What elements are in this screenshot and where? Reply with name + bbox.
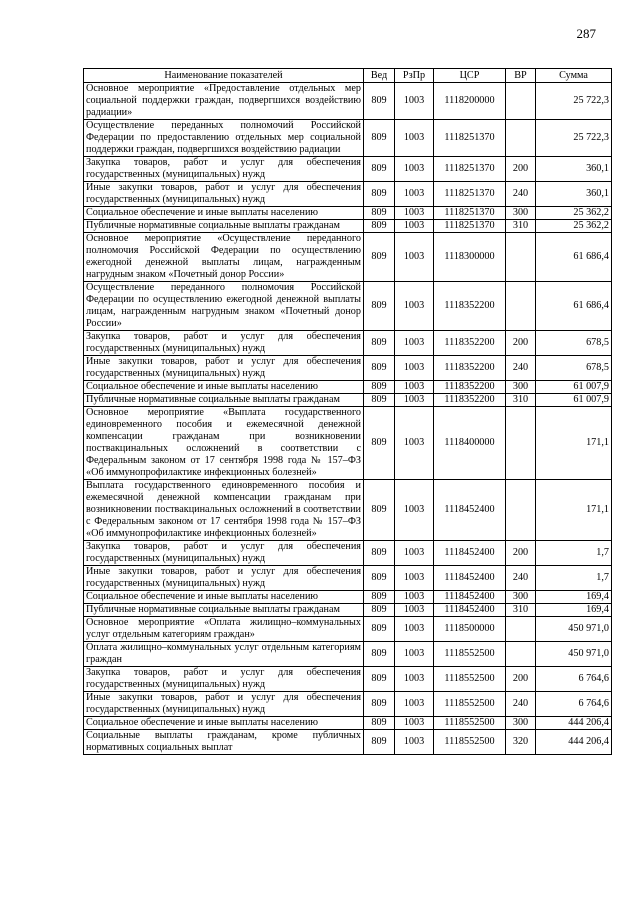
cell-name: Социальное обеспечение и иные выплаты населению	[84, 207, 364, 220]
cell-rzpr: 1003	[395, 667, 434, 692]
cell-name: Основное мероприятие «Осуществление переданного полномочия Российской Федерации по осуществлению ежегодной денежной выплаты лицам, награжденным нагрудным знаком «Почетный донор России»	[84, 233, 364, 282]
table-row	[84, 407, 612, 480]
cell-csr: 1118352200	[434, 331, 506, 356]
cell-ved: 809	[364, 480, 395, 541]
cell-ved: 809	[364, 120, 395, 157]
cell-csr: 1118251370	[434, 120, 506, 157]
cell-csr: 1118500000	[434, 617, 506, 642]
table-row	[84, 233, 612, 282]
cell-vr: 310	[506, 604, 536, 617]
cell-rzpr: 1003	[395, 394, 434, 407]
cell-sum: 25 362,2	[536, 220, 612, 233]
table-body	[84, 83, 612, 755]
cell-vr: 320	[506, 730, 536, 755]
cell-name: Иные закупки товаров, работ и услуг для обеспечения государственных (муниципальных) нужд	[84, 356, 364, 381]
cell-csr: 1118352200	[434, 394, 506, 407]
cell-ved: 809	[364, 381, 395, 394]
cell-sum: 171,1	[536, 407, 612, 480]
table-row	[84, 356, 612, 381]
cell-name: Социальные выплаты гражданам, кроме публичных нормативных социальных выплат	[84, 730, 364, 755]
table-row	[84, 381, 612, 394]
cell-ved: 809	[364, 566, 395, 591]
cell-name: Основное мероприятие «Оплата жилищно–коммунальных услуг отдельным категориям граждан»	[84, 617, 364, 642]
cell-sum: 444 206,4	[536, 730, 612, 755]
cell-csr: 1118251370	[434, 220, 506, 233]
cell-csr: 1118452400	[434, 480, 506, 541]
table-row	[84, 394, 612, 407]
table-row	[84, 480, 612, 541]
cell-csr: 1118400000	[434, 407, 506, 480]
cell-vr: 300	[506, 381, 536, 394]
header-sum: Сумма	[536, 69, 612, 83]
cell-name: Социальное обеспечение и иные выплаты населению	[84, 591, 364, 604]
table-row	[84, 182, 612, 207]
header-vr: ВР	[506, 69, 536, 83]
cell-ved: 809	[364, 331, 395, 356]
cell-rzpr: 1003	[395, 220, 434, 233]
cell-rzpr: 1003	[395, 407, 434, 480]
cell-ved: 809	[364, 233, 395, 282]
cell-vr	[506, 233, 536, 282]
cell-csr: 1118251370	[434, 207, 506, 220]
cell-name: Осуществление переданных полномочий Российской Федерации по предоставлению отдельных мер социальной поддержки граждан, подвергшихся воздействию радиации	[84, 120, 364, 157]
cell-rzpr: 1003	[395, 541, 434, 566]
cell-rzpr: 1003	[395, 566, 434, 591]
table-row	[84, 717, 612, 730]
cell-name: Осуществление переданного полномочия Российской Федерации по осуществлению ежегодной денежной выплаты лицам, награжденным нагрудным знаком «Почетный донор России»	[84, 282, 364, 331]
cell-name: Выплата государственного единовременного пособия и ежемесячной денежной компенсации гражданам при возникновении поствакцинальных осложнений в соответствии с Федеральным законом от 17 сентября 1998 года № 157–ФЗ «Об иммунопрофилактике инфекционных болезней»	[84, 480, 364, 541]
header-csr: ЦСР	[434, 69, 506, 83]
table-row	[84, 282, 612, 331]
cell-rzpr: 1003	[395, 207, 434, 220]
cell-vr	[506, 617, 536, 642]
cell-ved: 809	[364, 617, 395, 642]
cell-sum: 6 764,6	[536, 692, 612, 717]
cell-vr	[506, 642, 536, 667]
cell-rzpr: 1003	[395, 480, 434, 541]
cell-csr: 1118552500	[434, 667, 506, 692]
cell-name: Публичные нормативные социальные выплаты гражданам	[84, 394, 364, 407]
table-row	[84, 157, 612, 182]
cell-rzpr: 1003	[395, 157, 434, 182]
budget-table	[83, 68, 612, 755]
cell-vr: 300	[506, 717, 536, 730]
cell-csr: 1118352200	[434, 356, 506, 381]
cell-name: Социальное обеспечение и иные выплаты населению	[84, 717, 364, 730]
table-row	[84, 604, 612, 617]
cell-csr: 1118452400	[434, 541, 506, 566]
cell-csr: 1118300000	[434, 233, 506, 282]
cell-vr: 200	[506, 331, 536, 356]
cell-sum: 444 206,4	[536, 717, 612, 730]
page-number: 287	[576, 26, 596, 41]
cell-name: Основное мероприятие «Выплата государственного единовременного пособия и ежемесячной денежной компенсации гражданам при возникновении поствакцинальных осложнений в соответствии с Федеральным законом от 17 сентября 1998 года № 157–ФЗ «Об иммунопрофилактике инфекционных болезней»	[84, 407, 364, 480]
header-name: Наименование показателей	[84, 69, 364, 83]
cell-csr: 1118452400	[434, 604, 506, 617]
cell-name: Основное мероприятие «Предоставление отдельных мер социальной поддержки граждан, подвергшихся воздействию радиации»	[84, 83, 364, 120]
cell-ved: 809	[364, 642, 395, 667]
table-row	[84, 667, 612, 692]
cell-sum: 25 362,2	[536, 207, 612, 220]
cell-rzpr: 1003	[395, 182, 434, 207]
cell-name: Иные закупки товаров, работ и услуг для обеспечения государственных (муниципальных) нужд	[84, 566, 364, 591]
cell-csr: 1118552500	[434, 642, 506, 667]
cell-rzpr: 1003	[395, 604, 434, 617]
table-header-row	[84, 69, 612, 83]
cell-rzpr: 1003	[395, 692, 434, 717]
cell-sum: 1,7	[536, 566, 612, 591]
cell-vr: 240	[506, 692, 536, 717]
cell-name: Закупка товаров, работ и услуг для обеспечения государственных (муниципальных) нужд	[84, 541, 364, 566]
cell-vr	[506, 407, 536, 480]
cell-name: Иные закупки товаров, работ и услуг для обеспечения государственных (муниципальных) нужд	[84, 692, 364, 717]
table-row	[84, 642, 612, 667]
cell-vr: 240	[506, 182, 536, 207]
cell-name: Публичные нормативные социальные выплаты гражданам	[84, 604, 364, 617]
cell-ved: 809	[364, 157, 395, 182]
cell-name: Иные закупки товаров, работ и услуг для обеспечения государственных (муниципальных) нужд	[84, 182, 364, 207]
cell-sum: 6 764,6	[536, 667, 612, 692]
cell-vr: 310	[506, 394, 536, 407]
cell-csr: 1118251370	[434, 157, 506, 182]
cell-csr: 1118452400	[434, 591, 506, 604]
cell-vr: 200	[506, 667, 536, 692]
cell-csr: 1118352200	[434, 282, 506, 331]
cell-vr	[506, 282, 536, 331]
cell-csr: 1118352200	[434, 381, 506, 394]
cell-vr: 200	[506, 157, 536, 182]
cell-vr: 200	[506, 541, 536, 566]
table-row	[84, 120, 612, 157]
cell-csr: 1118200000	[434, 83, 506, 120]
cell-name: Социальное обеспечение и иные выплаты населению	[84, 381, 364, 394]
table-row	[84, 207, 612, 220]
cell-rzpr: 1003	[395, 282, 434, 331]
cell-ved: 809	[364, 730, 395, 755]
cell-ved: 809	[364, 356, 395, 381]
cell-sum: 450 971,0	[536, 617, 612, 642]
table-row	[84, 617, 612, 642]
cell-sum: 169,4	[536, 591, 612, 604]
cell-sum: 61 007,9	[536, 394, 612, 407]
cell-sum: 450 971,0	[536, 642, 612, 667]
cell-ved: 809	[364, 604, 395, 617]
cell-rzpr: 1003	[395, 381, 434, 394]
cell-rzpr: 1003	[395, 642, 434, 667]
table-row	[84, 591, 612, 604]
cell-rzpr: 1003	[395, 233, 434, 282]
cell-rzpr: 1003	[395, 730, 434, 755]
cell-ved: 809	[364, 207, 395, 220]
cell-vr	[506, 120, 536, 157]
cell-rzpr: 1003	[395, 331, 434, 356]
cell-sum: 61 686,4	[536, 233, 612, 282]
cell-ved: 809	[364, 717, 395, 730]
table-row	[84, 692, 612, 717]
cell-rzpr: 1003	[395, 591, 434, 604]
cell-rzpr: 1003	[395, 356, 434, 381]
cell-ved: 809	[364, 83, 395, 120]
table-row	[84, 541, 612, 566]
cell-sum: 360,1	[536, 157, 612, 182]
cell-name: Оплата жилищно–коммунальных услуг отдельным категориям граждан	[84, 642, 364, 667]
cell-sum: 25 722,3	[536, 120, 612, 157]
cell-csr: 1118452400	[434, 566, 506, 591]
cell-name: Публичные нормативные социальные выплаты гражданам	[84, 220, 364, 233]
cell-ved: 809	[364, 541, 395, 566]
cell-sum: 360,1	[536, 182, 612, 207]
cell-ved: 809	[364, 282, 395, 331]
cell-sum: 1,7	[536, 541, 612, 566]
cell-name: Закупка товаров, работ и услуг для обеспечения государственных (муниципальных) нужд	[84, 331, 364, 356]
cell-rzpr: 1003	[395, 617, 434, 642]
table-row	[84, 220, 612, 233]
cell-sum: 171,1	[536, 480, 612, 541]
cell-sum: 25 722,3	[536, 83, 612, 120]
cell-sum: 61 007,9	[536, 381, 612, 394]
cell-vr: 240	[506, 356, 536, 381]
cell-ved: 809	[364, 591, 395, 604]
cell-vr	[506, 480, 536, 541]
cell-ved: 809	[364, 220, 395, 233]
table-row	[84, 730, 612, 755]
cell-sum: 61 686,4	[536, 282, 612, 331]
header-ved: Вед	[364, 69, 395, 83]
cell-vr	[506, 83, 536, 120]
cell-ved: 809	[364, 692, 395, 717]
cell-rzpr: 1003	[395, 120, 434, 157]
cell-csr: 1118251370	[434, 182, 506, 207]
cell-sum: 678,5	[536, 356, 612, 381]
cell-csr: 1118552500	[434, 717, 506, 730]
cell-csr: 1118552500	[434, 692, 506, 717]
cell-name: Закупка товаров, работ и услуг для обеспечения государственных (муниципальных) нужд	[84, 667, 364, 692]
cell-vr: 240	[506, 566, 536, 591]
cell-vr: 300	[506, 207, 536, 220]
cell-csr: 1118552500	[434, 730, 506, 755]
cell-ved: 809	[364, 407, 395, 480]
cell-ved: 809	[364, 182, 395, 207]
cell-ved: 809	[364, 394, 395, 407]
table-row	[84, 566, 612, 591]
cell-vr: 310	[506, 220, 536, 233]
header-rzpr: РзПр	[395, 69, 434, 83]
cell-rzpr: 1003	[395, 83, 434, 120]
cell-name: Закупка товаров, работ и услуг для обеспечения государственных (муниципальных) нужд	[84, 157, 364, 182]
cell-rzpr: 1003	[395, 717, 434, 730]
table-row	[84, 331, 612, 356]
table-row	[84, 83, 612, 120]
cell-sum: 169,4	[536, 604, 612, 617]
cell-sum: 678,5	[536, 331, 612, 356]
cell-vr: 300	[506, 591, 536, 604]
cell-ved: 809	[364, 667, 395, 692]
